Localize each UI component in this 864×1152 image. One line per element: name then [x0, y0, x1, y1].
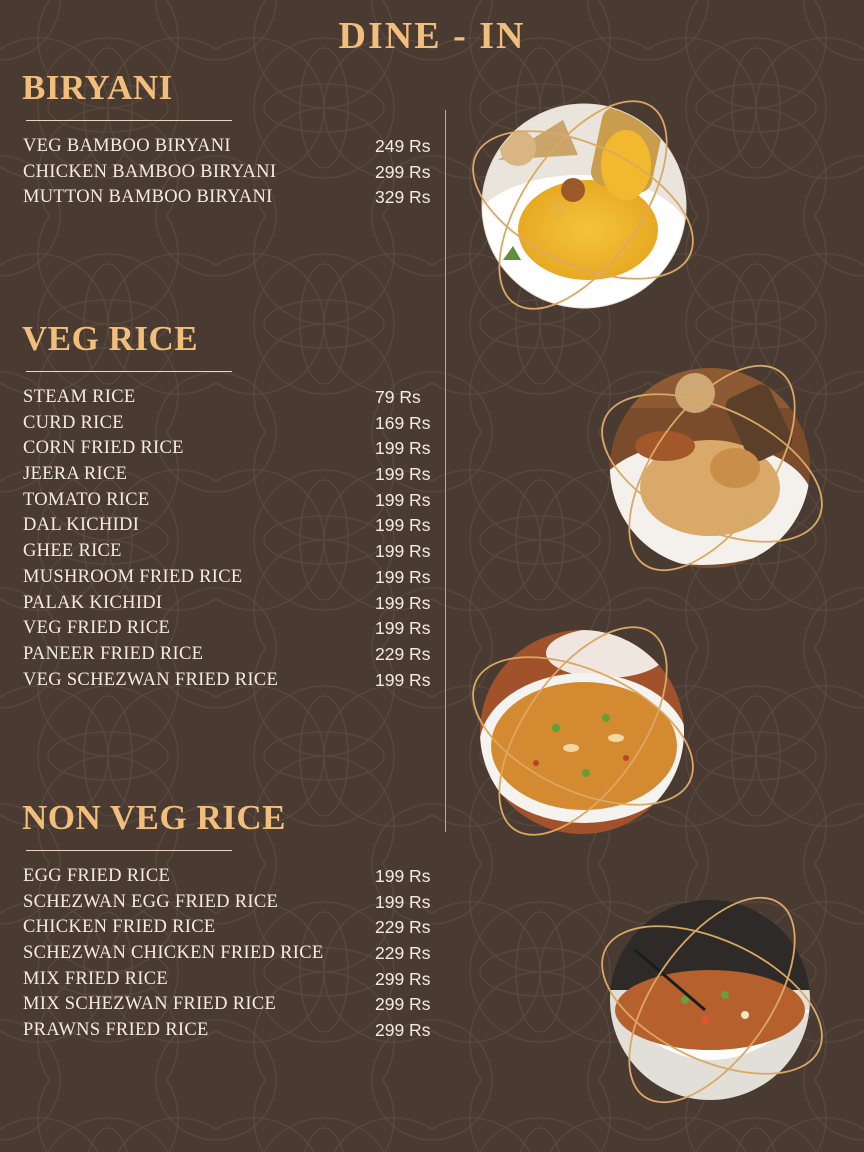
mix-fried-rice-photo [585, 870, 840, 1140]
menu-item [22, 490, 442, 516]
item-name: VEG SCHEZWAN FRIED RICE [23, 669, 279, 690]
item-name: CURD RICE [23, 412, 124, 433]
item-name: PALAK KICHIDI [23, 592, 163, 613]
biryani-photo [458, 70, 708, 340]
menu-item [22, 567, 442, 593]
section-title: BIRYANI [22, 68, 173, 107]
item-name: TOMATO RICE [23, 489, 150, 510]
section-title: NON VEG RICE [22, 798, 287, 837]
item-price: 249 Rs [375, 136, 431, 156]
menu-item [22, 969, 442, 995]
item-price: 299 Rs [375, 968, 431, 989]
item-price: 199 Rs [375, 566, 431, 587]
item-price: 199 Rs [375, 464, 431, 485]
menu-item [22, 618, 442, 644]
menu-item [22, 136, 442, 162]
item-price: 299 Rs [375, 1020, 431, 1041]
item-name: SCHEZWAN EGG FRIED RICE [23, 891, 279, 912]
item-name: VEG FRIED RICE [23, 618, 171, 639]
menu-item [22, 464, 442, 490]
item-list [22, 387, 442, 695]
item-price: 299 Rs [375, 161, 431, 182]
section-underline [26, 850, 232, 851]
item-price: 199 Rs [375, 891, 431, 912]
item-name: CHICKEN FRIED RICE [23, 917, 216, 938]
section-biryani [22, 68, 442, 208]
item-name: PRAWNS FRIED RICE [23, 1020, 209, 1041]
menu-item [22, 917, 442, 943]
page-title: DINE - IN [338, 15, 526, 57]
item-name: MUSHROOM FRIED RICE [23, 566, 243, 587]
menu-item [22, 187, 442, 213]
section-underline [26, 120, 232, 121]
item-price: 299 Rs [375, 994, 431, 1015]
section-non-veg-rice [22, 798, 442, 1041]
item-name: MIX FRIED RICE [23, 968, 169, 989]
menu-item [22, 943, 442, 969]
item-price: 229 Rs [375, 643, 431, 664]
item-name: GHEE RICE [23, 541, 122, 562]
item-name: STEAM RICE [23, 387, 136, 407]
item-price: 199 Rs [375, 515, 431, 536]
menu-item [22, 413, 442, 439]
item-name: VEG BAMBOO BIRYANI [23, 136, 231, 156]
item-name: MUTTON BAMBOO BIRYANI [23, 187, 273, 208]
menu-item [22, 387, 442, 413]
item-price: 199 Rs [375, 541, 431, 562]
chicken-biryani-photo [585, 338, 840, 608]
item-price: 229 Rs [375, 917, 431, 938]
section-veg-rice [22, 319, 442, 690]
item-price: 169 Rs [375, 412, 431, 433]
item-price: 199 Rs [375, 592, 431, 613]
menu-item [22, 644, 442, 670]
menu-item [22, 593, 442, 619]
item-price: 329 Rs [375, 187, 431, 208]
item-name: PANEER FRIED RICE [23, 643, 204, 664]
item-name: CHICKEN BAMBOO BIRYANI [23, 161, 277, 182]
item-name: SCHEZWAN CHICKEN FRIED RICE [23, 943, 324, 964]
item-name: EGG FRIED RICE [23, 866, 171, 886]
menu-item [22, 892, 442, 918]
menu-item [22, 1020, 442, 1046]
section-underline [26, 371, 232, 372]
item-price: 199 Rs [375, 618, 431, 639]
menu-item [22, 866, 442, 892]
item-list [22, 136, 442, 213]
menu-item [22, 438, 442, 464]
item-price: 229 Rs [375, 943, 431, 964]
item-name: DAL KICHIDI [23, 515, 140, 536]
menu-item [22, 162, 442, 188]
menu-item [22, 994, 442, 1020]
item-price: 199 Rs [375, 438, 431, 459]
item-name: MIX SCHEZWAN FRIED RICE [23, 994, 277, 1015]
menu-item [22, 541, 442, 567]
menu-item [22, 515, 442, 541]
menu-item [22, 670, 442, 696]
schezwan-rice-photo [456, 598, 710, 860]
item-list [22, 866, 442, 1046]
item-name: JEERA RICE [23, 464, 128, 485]
item-price: 199 Rs [375, 866, 431, 886]
section-title: VEG RICE [22, 319, 199, 358]
item-price: 199 Rs [375, 489, 431, 510]
item-price: 199 Rs [375, 669, 431, 690]
column-divider [445, 110, 446, 832]
item-price: 79 Rs [375, 387, 421, 407]
item-name: CORN FRIED RICE [23, 438, 184, 459]
